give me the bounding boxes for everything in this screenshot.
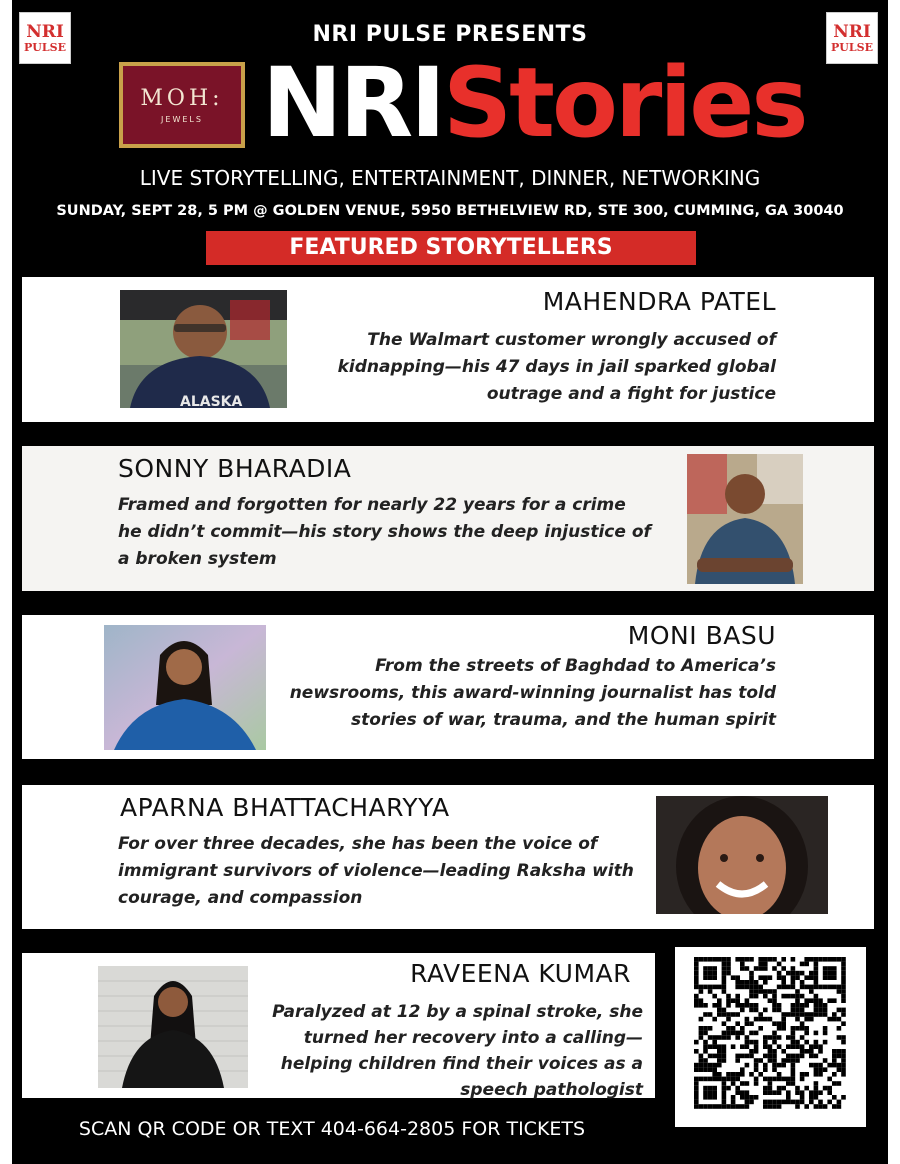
storyteller-name: MAHENDRA PATEL: [542, 287, 776, 316]
title-nri: NRI: [262, 47, 443, 159]
storyteller-photo: [120, 290, 287, 408]
nri-pulse-logo-left: NRI PULSE: [19, 12, 71, 64]
sponsor-logo: [119, 62, 245, 148]
event-poster: [12, 0, 888, 1164]
shirt-text: ALASKA: [180, 394, 243, 408]
storyteller-card: [22, 615, 874, 759]
event-title: [262, 48, 805, 158]
storyteller-bio: Framed and forgotten for nearly 22 years for a crime he didn’t commit—his story shows the deep injustice of a broken system: [118, 495, 651, 569]
sponsor-name: MOH:: [140, 86, 224, 111]
storyteller-card: [22, 446, 874, 591]
storyteller-card: [22, 277, 874, 422]
storyteller-name: MONI BASU: [627, 621, 776, 650]
storyteller-card: [22, 785, 874, 929]
nri-pulse-logo-right: NRI PULSE: [826, 12, 878, 64]
storyteller-bio: From the streets of Baghdad to America’s newsrooms, this award-winning journalist has told stories of war, trauma, and the human spirit: [289, 656, 776, 730]
storyteller-photo: [104, 625, 266, 750]
storyteller-photo: [687, 454, 803, 584]
storyteller-bio: The Walmart customer wrongly accused of kidnapping—his 47 days in jail sparked global outrage and a fight for justice: [337, 330, 776, 404]
event-details: SUNDAY, SEPT 28, 5 PM @ GOLDEN VENUE, 5950 BETHELVIEW RD, STE 300, CUMMING, GA 30040: [56, 203, 844, 219]
storyteller-name: SONNY BHARADIA: [118, 454, 352, 483]
storyteller-photo: [98, 966, 248, 1088]
event-tagline: LIVE STORYTELLING, ENTERTAINMENT, DINNER, NETWORKING: [139, 166, 761, 190]
storyteller-card: [22, 953, 655, 1098]
title-stories: Stories: [442, 47, 806, 159]
presents-heading: NRI PULSE PRESENTS: [312, 22, 588, 47]
storyteller-name: APARNA BHATTACHARYYA: [120, 793, 450, 822]
storyteller-bio: For over three decades, she has been the voice of immigrant survivors of violence—leading Raksha with courage, and compassion: [118, 834, 634, 908]
storyteller-photo: [656, 796, 828, 914]
sponsor-sub: JEWELS: [161, 115, 203, 124]
ticket-cta: SCAN QR CODE OR TEXT 404-664-2805 FOR TICKETS: [78, 1118, 586, 1140]
featured-banner: FEATURED STORYTELLERS: [206, 231, 696, 265]
qr-code[interactable]: [675, 947, 866, 1127]
storyteller-bio: Paralyzed at 12 by a spinal stroke, she turned her recovery into a calling— helping children find their voices as a speech pathologist: [272, 1002, 643, 1100]
storyteller-name: RAVEENA KUMAR: [410, 959, 631, 988]
